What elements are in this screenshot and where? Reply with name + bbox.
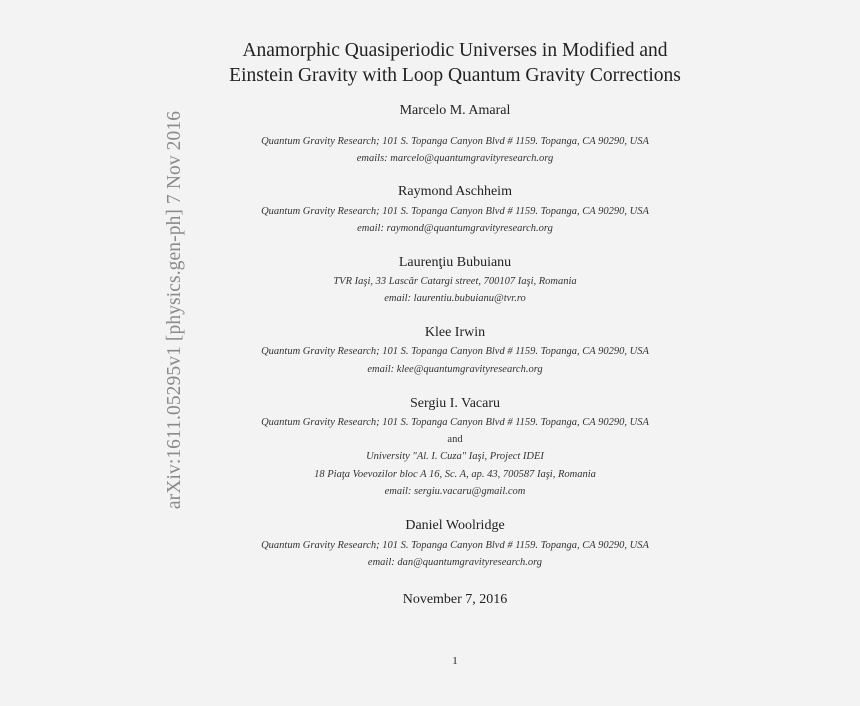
author-name: Marcelo M. Amaral (399, 103, 511, 118)
author-name: Sergiu I. Vacaru (409, 396, 501, 411)
author-affiliation: Quantum Gravity Research; 101 S. Topanga Canyon Blvd # 1159. Topanga, CA 90290, USA (261, 206, 649, 217)
arxiv-identifier: arXiv:1611.05295v1 [physics.gen-ph] 7 Nov 2016 (164, 110, 185, 510)
author-email: emails: marcelo@quantumgravityresearch.org (356, 153, 554, 164)
author-name: Daniel Woolridge (405, 518, 505, 533)
paper-title (180, 38, 730, 88)
paper-date: November 7, 2016 (402, 592, 508, 607)
author-affiliation: Quantum Gravity Research; 101 S. Topanga Canyon Blvd # 1159. Topanga, CA 90290, USA (261, 540, 649, 551)
author-affiliation: TVR Iaşi, 33 Lascăr Catargi street, 700107 Iaşi, Romania (333, 276, 577, 287)
author-name: Raymond Aschheim (398, 184, 512, 199)
author-affiliation: Quantum Gravity Research; 101 S. Topanga Canyon Blvd # 1159. Topanga, CA 90290, USA (261, 417, 649, 428)
author-email: email: dan@quantumgravityresearch.org (367, 557, 543, 568)
author-address: 18 Piaţa Voevozilor bloc A 16, Sc. A, ap. 43, 700587 Iaşi, Romania (314, 469, 596, 480)
author-email: email: klee@quantumgravityresearch.org (367, 364, 543, 375)
title-line-1: Anamorphic Quasiperiodic Universes in Modified and (242, 40, 668, 61)
title-line-2: Einstein Gravity with Loop Quantum Gravity Corrections (229, 65, 681, 86)
author-email: email: raymond@quantumgravityresearch.org (357, 223, 553, 234)
author-email: email: sergiu.vacaru@gmail.com (384, 486, 526, 497)
author-email: email: laurentiu.bubuianu@tvr.ro (384, 293, 526, 304)
affiliation-conjunction: and (447, 434, 463, 445)
author-affiliation: University "Al. I. Cuza" Iaşi, Project IDEI (366, 451, 544, 462)
author-name: Laurenţiu Bubuianu (398, 255, 512, 270)
author-name: Klee Irwin (424, 325, 486, 340)
author-affiliation: Quantum Gravity Research; 101 S. Topanga Canyon Blvd # 1159. Topanga, CA 90290, USA (261, 136, 649, 147)
page-number: 1 (452, 655, 458, 667)
author-affiliation: Quantum Gravity Research; 101 S. Topanga Canyon Blvd # 1159. Topanga, CA 90290, USA (261, 346, 649, 357)
